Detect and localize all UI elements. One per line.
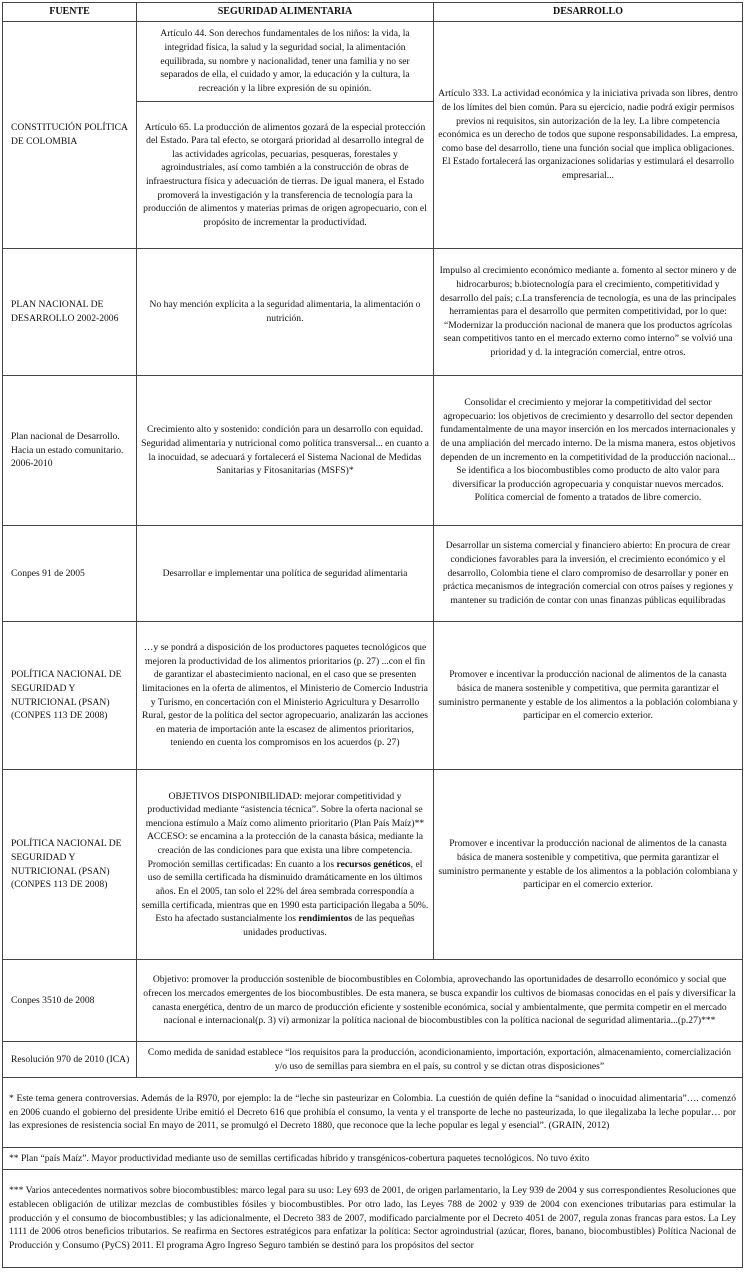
table-row	[3, 526, 743, 622]
recursos-geneticos-bold: recursos genéticos	[336, 858, 411, 870]
seguridad-cell: Desarrollar e implementar una política de seguridad alimentaria	[137, 526, 434, 622]
seguridad-cell: …y se pondrá a disposición de los productores paquetes tecnológicos que mejoren la productividad de los alimentos prioritarios (p. 27) ...con el fin de garantizar el abastecimiento nacional, en el caso que se presenten limitaciones en la oferta de alimentos, el Ministerio de Comercio Industria y Turismo, en concertación con el Ministerio Agricultura y Desarrollo Rural, gestor de la política del sector agropecuario, analizarán las acciones en materia de importación ante la escasez de alimentos prioritarios, teniendo en cuenta los compromisos en los acuerdos (p. 27)	[137, 622, 434, 770]
desarrollo-cell: Consolidar el crecimiento y mejorar la competitividad del sector agropecuario: los objetivos de crecimiento y desarrollo del sector dependen fundamentalmente de una mayor inserción en los mercados internacionales y de una ampliación del mercado interno. De la misma manera, estos objetivos dependen de un incremento en la competitividad de la producción nacional... Se identifica a los biocombustibles como producto de alto valor para diversificar la producción agropecuaria y conquistar nuevos mercados. Política comercial de fomento a tratados de libre comercio.	[434, 376, 743, 526]
seguridad-cell: Artículo 44. Son derechos fundamentales de los niños: la vida, la integridad física, la salud y la seguridad social, la alimentación equilibrada, su nombre y nacionalidad, tener una familia y no ser separados de ella, el cuidado y amor, la educación y la cultura, la recreación y la libre expresión de su opinión.	[137, 22, 434, 102]
footnote-row	[3, 1170, 743, 1268]
seguridad-cell: Crecimiento alto y sostenido: condición para un desarrollo con equidad. Seguridad alimentaria y nutricional como política transversal... en cuanto a la inocuidad, se adecuará y fortalecerá el Sistema Nacional de Medidas Sanitarias y Fitosanitarias (MSFS)*	[137, 376, 434, 526]
desarrollo-cell: Impulso al crecimiento económico mediante a. fomento al sector minero y de hidrocarburos; b.biotecnología para el crecimiento, competitividad y desarrollo del país; c.La transferencia de tecnología, es una de las principales herramientas para el desarrollo que permiten competitividad, por lo que: “Modernizar la producción nacional de manera que los productos agrícolas sean competitivos tanto en el mercado externo como interno” se volvió una prioridad y d. la integración comercial, entre otros.	[434, 249, 743, 376]
desarrollo-cell: Desarrollar un sistema comercial y financiero abierto: En procura de crear condiciones favorables para la inversión, el crecimiento económico y el desarrollo, Colombia tiene el claro compromiso de desarrollar y poner en práctica mecanismos de integración comercial con otros países y regiones y mantener su tradición de contar con unas finanzas públicas equilibradas	[434, 526, 743, 622]
seguridad-cell: No hay mención explícita a la seguridad alimentaria, la alimentación o nutrición.	[137, 249, 434, 376]
merged-cell: Objetivo: promover la producción sostenible de biocombustibles en Colombia, aprovechando las oportunidades de desarrollo económico y social que ofrecen los mercados emergentes de los biocombustibles. De esta manera, se busca expandir los cultivos de biomasas conocidas en el país y diversificar la canasta energética, dentro de un marco de producción eficiente y sostenible económica, social y ambientalmente, que permita competir en el mercado nacional e internacional(p. 3) vi) armonizar la política nacional de biocombustibles con la política nacional de seguridad alimentaria...(p.27)***	[137, 960, 743, 1042]
policy-table	[2, 2, 743, 1268]
table-header-row	[3, 3, 743, 22]
table-row	[3, 622, 743, 770]
rendimientos-bold: rendimientos	[298, 913, 353, 925]
fuente-cell: Conpes 91 de 2005	[3, 526, 137, 622]
table-row	[3, 22, 743, 102]
seguridad-text-part: OBJETIVOS DISPONIBILIDAD: mejorar competitividad y productividad mediante “asistencia técnica”. Sobre la oferta nacional se menciona estímulo a Maíz como alimento prioritario (Plan País Maíz)** ACCESO: se encamina a la protección de la canasta básica, mediante la creación de las condiciones para que exista una libre competencia. Promoción semillas certificadas: En cuanto a los	[145, 790, 425, 870]
header-seguridad-alimentaria: SEGURIDAD ALIMENTARIA	[137, 3, 434, 22]
table-row	[3, 960, 743, 1042]
footnote-row	[3, 1148, 743, 1170]
table-row	[3, 1042, 743, 1078]
seguridad-cell	[137, 770, 434, 960]
header-fuente: FUENTE	[3, 3, 137, 22]
header-desarrollo: DESARROLLO	[434, 3, 743, 22]
footnote-1: * Este tema genera controversias. Además de la R970, por ejemplo: la de “leche sin pasteurizar en Colombia. La cuestión de quién define la “sanidad o inocuidad alimentaria”…. comenzó en 2006 cuando el gobierno del presidente Uribe emitió el Decreto 616 que prohibía el consumo, la venta y el transporte de leche no pasteurizada, lo que ilegalizaba la leche popular… por las expresiones de resistencia social En mayo de 2011, se promulgó el Decreto 1880, que reconoce que la leche popular es legal y esencial”. (GRAIN, 2012)	[3, 1078, 743, 1148]
table-row	[3, 249, 743, 376]
fuente-cell: PLAN NACIONAL DE DESARROLLO 2002-2006	[3, 249, 137, 376]
footnote-row	[3, 1078, 743, 1148]
seguridad-text-part: , el uso de semilla certificada ha disminuido dramáticamente en los últimos años. En el 2005, tan solo el 22% del área sembrada correspondía a semilla certificada, mientras que en 1990 esta participación llegaba a 50%. Esto ha afectado sustancialmente los	[141, 858, 429, 925]
fuente-cell: POLÍTICA NACIONAL DE SEGURIDAD Y NUTRICIONAL (PSAN) (CONPES 113 DE 2008)	[3, 770, 137, 960]
table-row	[3, 770, 743, 960]
desarrollo-cell: Promover e incentivar la producción nacional de alimentos de la canasta básica de manera sostenible y competitiva, que permita garantizar el suministro permanente y estable de los alimentos a la población colombiana y participar en el comercio exterior.	[434, 770, 743, 960]
fuente-cell: CONSTITUCIÓN POLÍTICA DE COLOMBIA	[3, 22, 137, 249]
merged-cell: Como medida de sanidad establece “los requisitos para la producción, acondicionamiento, importación, exportación, almacenamiento, comercialización y/o uso de semillas para siembra en el país, su control y se dictan otras disposiciones”	[137, 1042, 743, 1078]
desarrollo-cell: Artículo 333. La actividad económica y la iniciativa privada son libres, dentro de los límites del bien común. Para su ejercicio, nadie podrá exigir permisos previos ni requisitos, sin autorización de la ley. La libre competencia económica es un derecho de todos que supone responsabilidades. La empresa, como base del desarrollo, tiene una función social que implica obligaciones. El Estado fortalecerá las organizaciones solidarias y estimulará el desarrollo empresarial...	[434, 22, 743, 249]
fuente-cell: Resolución 970 de 2010 (ICA)	[3, 1042, 137, 1078]
fuente-cell: Plan nacional de Desarrollo. Hacia un estado comunitario. 2006-2010	[3, 376, 137, 526]
fuente-cell: POLÍTICA NACIONAL DE SEGURIDAD Y NUTRICIONAL (PSAN) (CONPES 113 DE 2008)	[3, 622, 137, 770]
seguridad-cell: Artículo 65. La producción de alimentos gozará de la especial protección del Estado. Para tal efecto, se otorgará prioridad al desarrollo integral de las actividades agrícolas, pecuarias, pesqueras, forestales y agroindustriales, así como también a la construcción de obras de infraestructura física y adecuación de tierras. De igual manera, el Estado promoverá la investigación y la transferencia de tecnología para la producción de alimentos y materias primas de origen agropecuario, con el propósito de incrementar la productividad.	[137, 102, 434, 249]
footnote-3: *** Varios antecedentes normativos sobre biocombustibles: marco legal para su uso: Ley 693 de 2001, de origen parlamentario, la Ley 939 de 2004 y sus correspondientes Resoluciones que establecen obligación de utilizar mezclas de combustibles fósiles y biocombustibles. Por otro lado, las Leyes 788 de 2002 y 939 de 2004 con exenciones tributarias para estimular la producción y el consumo de biocombustibles; y las adicionalmente, el Decreto 383 de 2007, modificado parcialmente por el Decreto 4051 de 2007, regula zonas francas para estos. La Ley 1111 de 2006 otros beneficios tributarios. Se reafirma en Sectores estratégicos para enfatizar la política: Sector agroindustrial (azúcar, flores, banano, biocombustibles) Política Nacional de Producción y Consumo (PyCS) 2011. El programa Agro Ingreso Seguro también se destinó para los propósitos del sector	[3, 1170, 743, 1268]
desarrollo-cell: Promover e incentivar la producción nacional de alimentos de la canasta básica de manera sostenible y competitiva, que permita garantizar el suministro permanente y estable de los alimentos a la población colombiana y participar en el comercio exterior.	[434, 622, 743, 770]
table-row	[3, 376, 743, 526]
seguridad-text-part: de las pequeñas unidades productivas.	[243, 913, 415, 938]
footnote-2: ** Plan “país Maíz”. Mayor productividad mediante uso de semillas certificadas híbrido y transgénicos-cobertura paquetes tecnológicos. No tuvo éxito	[3, 1148, 743, 1170]
fuente-cell: Conpes 3510 de 2008	[3, 960, 137, 1042]
